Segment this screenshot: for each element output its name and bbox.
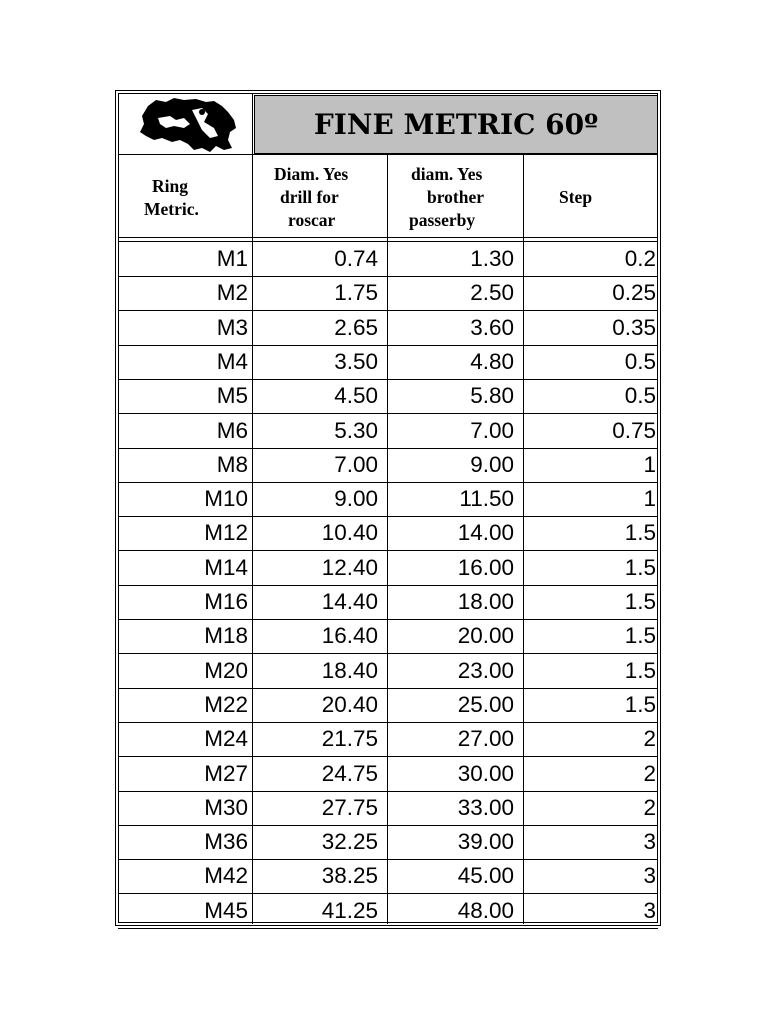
header-drill-line1: Diam. Yes bbox=[274, 164, 349, 184]
logo-cell bbox=[118, 94, 252, 154]
cell-ring-metric: M6 bbox=[216, 417, 248, 443]
cell-drill-diameter: 9.00 bbox=[334, 486, 378, 512]
header-step: Step bbox=[559, 187, 593, 207]
table-row bbox=[118, 825, 658, 859]
cell-drill-diameter: 20.40 bbox=[321, 691, 378, 717]
cell-ring-metric: M8 bbox=[216, 451, 248, 477]
cell-brother-diameter: 3.60 bbox=[470, 314, 514, 340]
header-drill-line2: drill for bbox=[280, 187, 339, 207]
cell-brother-diameter: 33.00 bbox=[457, 794, 514, 820]
cell-brother-diameter: 18.00 bbox=[457, 589, 514, 614]
cell-drill-diameter: 18.40 bbox=[321, 657, 378, 683]
cell-drill-diameter: 4.50 bbox=[334, 383, 378, 409]
table-row bbox=[118, 242, 658, 276]
cell-step: 1 bbox=[643, 451, 656, 477]
header-brother-line2: brother bbox=[427, 187, 485, 207]
table-row bbox=[118, 345, 658, 379]
table-row bbox=[118, 448, 658, 482]
cell-drill-diameter: 1.75 bbox=[334, 280, 378, 306]
cell-brother-diameter: 23.00 bbox=[457, 657, 514, 683]
cell-brother-diameter: 20.00 bbox=[457, 623, 514, 649]
header-brother-line3: passerby bbox=[409, 210, 476, 230]
cell-ring-metric: M12 bbox=[204, 520, 248, 546]
cell-ring-metric: M42 bbox=[204, 863, 248, 889]
cell-brother-diameter: 11.50 bbox=[459, 486, 514, 512]
cell-step: 2 bbox=[643, 760, 656, 786]
table-row bbox=[118, 757, 658, 791]
cell-drill-diameter: 21.75 bbox=[321, 726, 378, 752]
row-rule bbox=[118, 928, 658, 929]
header-ring-line1: Ring bbox=[152, 176, 188, 196]
table-row bbox=[118, 894, 658, 928]
cell-ring-metric: M27 bbox=[204, 760, 248, 786]
cell-step: 1.5 bbox=[624, 589, 656, 614]
cell-brother-diameter: 1.30 bbox=[470, 246, 514, 271]
cell-brother-diameter: 9.00 bbox=[470, 451, 514, 477]
cell-ring-metric: M20 bbox=[204, 657, 248, 683]
cell-drill-diameter: 27.75 bbox=[321, 794, 378, 820]
table-row bbox=[118, 414, 658, 448]
cell-ring-metric: M30 bbox=[204, 794, 248, 820]
cell-step: 0.5 bbox=[624, 383, 656, 409]
cell-brother-diameter: 14.00 bbox=[457, 520, 514, 546]
cell-drill-diameter: 16.40 bbox=[321, 623, 378, 649]
cell-step: 0.25 bbox=[612, 280, 656, 306]
table-row bbox=[118, 585, 658, 619]
cell-drill-diameter: 38.25 bbox=[321, 863, 378, 889]
cell-drill-diameter: 10.40 bbox=[321, 520, 378, 546]
cell-ring-metric: M24 bbox=[204, 726, 248, 752]
cell-drill-diameter: 41.25 bbox=[321, 897, 378, 923]
cell-brother-diameter: 16.00 bbox=[457, 554, 514, 580]
table-row bbox=[118, 482, 658, 516]
cell-ring-metric: M36 bbox=[204, 829, 248, 855]
cell-drill-diameter: 2.65 bbox=[334, 314, 378, 340]
cell-step: 0.5 bbox=[624, 348, 656, 374]
cell-drill-diameter: 7.00 bbox=[334, 451, 378, 477]
table-row bbox=[118, 859, 658, 893]
cell-drill-diameter: 32.25 bbox=[321, 829, 378, 855]
cell-step: 1.5 bbox=[624, 623, 656, 649]
header-brother-line1: diam. Yes bbox=[411, 164, 483, 184]
cell-step: 2 bbox=[643, 794, 656, 820]
header-ring-line2: Metric. bbox=[144, 199, 199, 219]
table-row bbox=[118, 516, 658, 550]
cell-ring-metric: M2 bbox=[216, 280, 248, 306]
cell-drill-diameter: 5.30 bbox=[334, 417, 378, 443]
table-row bbox=[118, 619, 658, 653]
cell-step: 1 bbox=[643, 486, 656, 512]
table-row bbox=[118, 654, 658, 688]
cell-ring-metric: M3 bbox=[216, 314, 248, 340]
cell-ring-metric: M18 bbox=[204, 623, 248, 649]
cell-step: 1.5 bbox=[624, 554, 656, 580]
cell-step: 0.35 bbox=[612, 314, 656, 340]
cell-brother-diameter: 5.80 bbox=[470, 383, 514, 409]
cell-ring-metric: M22 bbox=[204, 691, 248, 717]
page-title: FINE METRIC 60º bbox=[254, 95, 658, 154]
table-row bbox=[118, 551, 658, 585]
table-row bbox=[118, 311, 658, 345]
table-row bbox=[118, 379, 658, 413]
cell-step: 2 bbox=[643, 726, 656, 752]
cell-brother-diameter: 39.00 bbox=[457, 829, 514, 855]
header-bottom-rule bbox=[118, 237, 658, 238]
cell-brother-diameter: 27.00 bbox=[457, 726, 514, 752]
cell-brother-diameter: 7.00 bbox=[470, 417, 514, 443]
cell-drill-diameter: 14.40 bbox=[321, 589, 378, 614]
cell-step: 0.75 bbox=[612, 417, 656, 443]
cell-drill-diameter: 0.74 bbox=[334, 246, 378, 271]
map-logo-icon bbox=[118, 94, 252, 154]
cell-brother-diameter: 45.00 bbox=[457, 863, 514, 889]
table-row bbox=[118, 791, 658, 825]
table-row bbox=[118, 722, 658, 756]
cell-ring-metric: M4 bbox=[216, 348, 248, 374]
cell-step: 1.5 bbox=[624, 691, 656, 717]
header-drill-line3: roscar bbox=[288, 210, 336, 230]
cell-ring-metric: M10 bbox=[204, 486, 248, 512]
cell-drill-diameter: 24.75 bbox=[321, 760, 378, 786]
table-row bbox=[118, 276, 658, 310]
cell-drill-diameter: 3.50 bbox=[334, 348, 378, 374]
cell-step: 0.2 bbox=[624, 246, 656, 271]
cell-brother-diameter: 2.50 bbox=[470, 280, 514, 306]
cell-brother-diameter: 25.00 bbox=[457, 691, 514, 717]
cell-brother-diameter: 4.80 bbox=[470, 348, 514, 374]
cell-brother-diameter: 30.00 bbox=[457, 760, 514, 786]
cell-ring-metric: M14 bbox=[204, 554, 248, 580]
cell-step: 3 bbox=[643, 863, 656, 889]
table-row bbox=[118, 688, 658, 722]
header-top-rule bbox=[118, 154, 658, 155]
cell-drill-diameter: 12.40 bbox=[321, 554, 378, 580]
cell-step: 3 bbox=[643, 897, 656, 923]
cell-step: 1.5 bbox=[624, 657, 656, 683]
cell-ring-metric: M45 bbox=[204, 897, 248, 923]
cell-ring-metric: M5 bbox=[216, 383, 248, 409]
cell-ring-metric: M16 bbox=[204, 589, 248, 614]
cell-step: 3 bbox=[643, 829, 656, 855]
cell-step: 1.5 bbox=[624, 520, 656, 546]
cell-brother-diameter: 48.00 bbox=[457, 897, 514, 923]
cell-ring-metric: M1 bbox=[216, 246, 248, 271]
